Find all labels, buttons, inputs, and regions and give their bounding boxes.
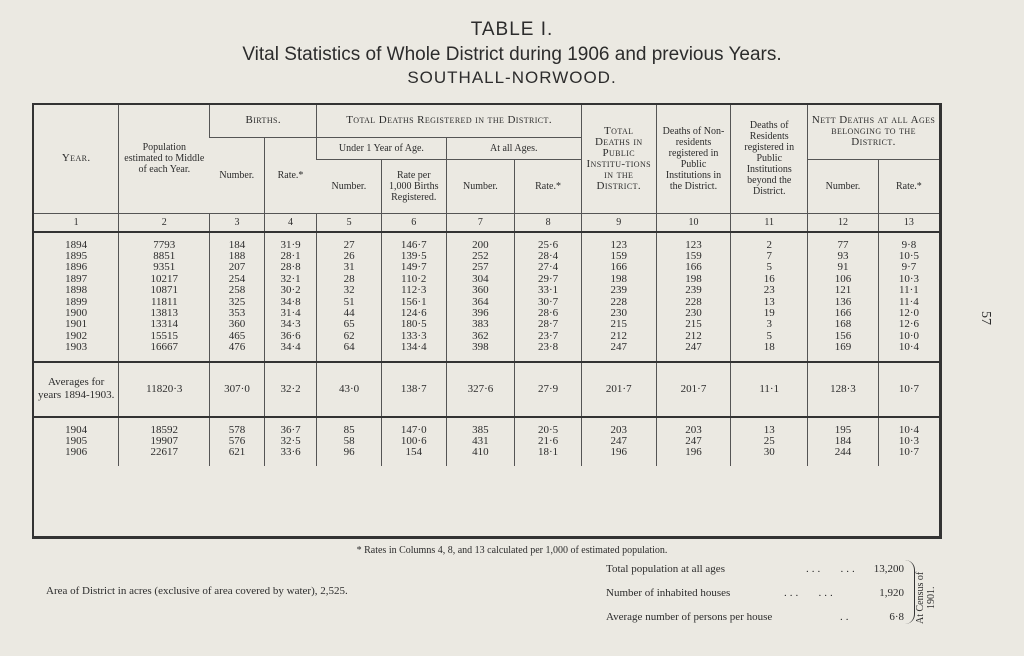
table-cell: 203 <box>656 425 731 436</box>
table-cell: 16 <box>731 274 808 285</box>
table-cell: 51 <box>317 297 382 308</box>
table-cell: 188 <box>210 251 265 262</box>
column-number: 3 <box>210 213 265 232</box>
table-cell: 18592 <box>119 425 210 436</box>
table-cell: 28·7 <box>515 319 582 330</box>
table-cell: 16667 <box>119 342 210 353</box>
table-cell: 325 <box>210 297 265 308</box>
table-cell: 13 <box>731 425 808 436</box>
header-public-institutions: Total Deaths in Public Institu-tions in the District. <box>581 105 656 213</box>
table-cell: 396 <box>446 308 515 319</box>
table-cell: 431 <box>446 436 515 447</box>
table-row <box>34 262 939 273</box>
spacer-row <box>34 354 939 362</box>
table-cell: 25 <box>731 436 808 447</box>
table-cell: 1897 <box>65 272 88 285</box>
table-cell: 1900 <box>65 306 88 319</box>
table-cell: 31 <box>317 262 382 273</box>
header-u1-number: Number. <box>317 159 382 213</box>
table-cell: 254 <box>210 274 265 285</box>
census-value: 13,200 <box>873 563 904 575</box>
table-cell: 196 <box>656 447 731 458</box>
table-cell: 383 <box>446 319 515 330</box>
table-subtitle: Vital Statistics of Whole District during 1906 and previous Years. <box>242 44 782 65</box>
table-cell: 154 <box>381 447 446 458</box>
table-cell: 19907 <box>119 436 210 447</box>
table-cell: 138·7 <box>381 362 446 417</box>
table-cell: 27·9 <box>515 362 582 417</box>
table-cell: 28·8 <box>264 262 317 273</box>
table-cell: 10871 <box>119 285 210 296</box>
table-cell: 30·7 <box>515 297 582 308</box>
vital-statistics-table <box>32 103 942 539</box>
leader-dots: ... ... <box>806 563 858 575</box>
table-cell: 96 <box>317 447 382 458</box>
table-cell: 258 <box>210 285 265 296</box>
table-cell: 18·1 <box>515 447 582 458</box>
table-cell: 11811 <box>119 297 210 308</box>
table-cell: 1904 <box>65 423 88 436</box>
table-cell: 10217 <box>119 274 210 285</box>
table-cell: 184 <box>210 240 265 251</box>
column-number: 13 <box>878 213 939 232</box>
table-cell: 27·4 <box>515 262 582 273</box>
table-cell: 11·4 <box>878 297 939 308</box>
table-cell: 476 <box>210 342 265 353</box>
table-cell: 156 <box>808 331 879 342</box>
averages-row <box>34 362 939 417</box>
table-cell: 398 <box>446 342 515 353</box>
table-cell: 106 <box>808 274 879 285</box>
table-cell: 32·1 <box>264 274 317 285</box>
census-brace <box>904 560 915 624</box>
table-cell: 33·1 <box>515 285 582 296</box>
table-cell: 27 <box>317 240 382 251</box>
table-cell: 58 <box>317 436 382 447</box>
table-cell: 9·7 <box>878 262 939 273</box>
table-cell: 93 <box>808 251 879 262</box>
table-cell: 31·4 <box>264 308 317 319</box>
table-cell: 198 <box>656 274 731 285</box>
table-cell: 123 <box>581 240 656 251</box>
page-number: 57 <box>978 311 993 325</box>
table-cell: 364 <box>446 297 515 308</box>
table-row <box>34 447 939 458</box>
table-cell: 215 <box>656 319 731 330</box>
table-cell: 252 <box>446 251 515 262</box>
table-cell: 20·5 <box>515 425 582 436</box>
leader-dots: .. <box>840 611 852 623</box>
footnote: * Rates in Columns 4, 8, and 13 calculated per 1,000 of estimated population. <box>356 545 668 556</box>
census-label: Number of inhabited houses <box>606 587 731 599</box>
table-cell: 203 <box>581 425 656 436</box>
census-value: 6·8 <box>889 611 904 623</box>
area-note: Area of District in acres (exclusive of area covered by water), 2,525. <box>46 585 348 597</box>
table-cell: 1901 <box>65 318 88 331</box>
table-cell: 10·3 <box>878 274 939 285</box>
table-cell: 410 <box>446 447 515 458</box>
census-label: Total population at all ages <box>606 563 725 575</box>
header-under-1: Under 1 Year of Age. <box>317 137 446 159</box>
table-cell: 139·5 <box>381 251 446 262</box>
table-row <box>34 285 939 296</box>
table-cell: 1898 <box>65 284 88 297</box>
table-cell: 166 <box>581 262 656 273</box>
column-number: 6 <box>381 213 446 232</box>
table-cell: 25·6 <box>515 240 582 251</box>
table-cell: 239 <box>656 285 731 296</box>
table-cell: 247 <box>581 342 656 353</box>
header-total-deaths: Total Deaths Registered in the District. <box>317 105 582 137</box>
table-cell: 230 <box>581 308 656 319</box>
table-cell: 13 <box>731 297 808 308</box>
table-cell: 156·1 <box>381 297 446 308</box>
table-cell: 228 <box>656 297 731 308</box>
table-cell: 159 <box>581 251 656 262</box>
table-cell: 34·8 <box>264 297 317 308</box>
table-cell: 10·0 <box>878 331 939 342</box>
table-cell: 184 <box>808 436 879 447</box>
table-cell: 23·7 <box>515 331 582 342</box>
table-cell: 32·5 <box>264 436 317 447</box>
table-cell: 159 <box>656 251 731 262</box>
table-cell: 385 <box>446 425 515 436</box>
table-cell: 33·6 <box>264 447 317 458</box>
column-number: 9 <box>581 213 656 232</box>
table-cell: 166 <box>808 308 879 319</box>
column-number: 2 <box>119 213 210 232</box>
table-cell: 10·7 <box>878 447 939 458</box>
table-cell: 11·1 <box>878 285 939 296</box>
table-cell: 21·6 <box>515 436 582 447</box>
table-cell: 304 <box>446 274 515 285</box>
table-cell: 123 <box>656 240 731 251</box>
table-cell: 134·4 <box>381 342 446 353</box>
table-cell: 201·7 <box>656 362 731 417</box>
table-cell: 10·5 <box>878 251 939 262</box>
table-cell: 32·2 <box>264 362 317 417</box>
spacer-row <box>34 459 939 466</box>
table-cell: 44 <box>317 308 382 319</box>
table-cell: 77 <box>808 240 879 251</box>
table-row <box>34 342 939 353</box>
table-cell: 9·8 <box>878 240 939 251</box>
table-cell: 195 <box>808 425 879 436</box>
table-cell: 112·3 <box>381 285 446 296</box>
table-cell: 166 <box>656 262 731 273</box>
table-cell: 15515 <box>119 331 210 342</box>
column-number: 10 <box>656 213 731 232</box>
table-cell: 36·6 <box>264 331 317 342</box>
table-cell: 23·8 <box>515 342 582 353</box>
table-cell: 23 <box>731 285 808 296</box>
table-cell: 18 <box>731 342 808 353</box>
column-number: 7 <box>446 213 515 232</box>
table-cell: 64 <box>317 342 382 353</box>
table-cell: 28·6 <box>515 308 582 319</box>
table-cell: 1903 <box>65 341 88 354</box>
table-cell: 149·7 <box>381 262 446 273</box>
header-u1-rate: Rate per 1,000 Births Registered. <box>381 159 446 213</box>
census-value: 1,920 <box>879 587 904 599</box>
table-cell: 12·0 <box>878 308 939 319</box>
table-cell: 32 <box>317 285 382 296</box>
header-births-rate: Rate.* <box>264 137 317 213</box>
header-births-number: Number. <box>210 137 265 213</box>
table-cell: 62 <box>317 331 382 342</box>
table-cell: 180·5 <box>381 319 446 330</box>
column-number: 5 <box>317 213 382 232</box>
table-cell: 353 <box>210 308 265 319</box>
leader-dots: ... ... <box>784 587 836 599</box>
table-title: TABLE I. <box>470 19 554 40</box>
table-cell: 3 <box>731 319 808 330</box>
table-cell: 360 <box>210 319 265 330</box>
header-population: Population estimated to Middle of each Year. <box>119 105 210 213</box>
table-cell: 43·0 <box>317 362 382 417</box>
table-cell: 257 <box>446 262 515 273</box>
table-cell: 136 <box>808 297 879 308</box>
column-number: 11 <box>731 213 808 232</box>
table-cell: 5 <box>731 262 808 273</box>
table-cell: 10·3 <box>878 436 939 447</box>
table-cell: 12·6 <box>878 319 939 330</box>
header-births: Births. <box>210 105 317 137</box>
header-residents-beyond: Deaths of Residents registered in Public Institutions beyond the District. <box>731 105 808 213</box>
table-cell: 10·4 <box>878 425 939 436</box>
table-cell: 621 <box>210 447 265 458</box>
table-cell: 9351 <box>119 262 210 273</box>
table-cell: 8851 <box>119 251 210 262</box>
table-cell: 228 <box>581 297 656 308</box>
table-cell: 91 <box>808 262 879 273</box>
table-cell: 110·2 <box>381 274 446 285</box>
table-cell: Averages for years 1894-1903. <box>34 362 119 417</box>
census-note: At Census of 1901. <box>915 571 937 625</box>
table-cell: 244 <box>808 447 879 458</box>
district-name: SOUTHALL-NORWOOD. <box>407 68 617 87</box>
table-cell: 230 <box>656 308 731 319</box>
table-cell: 327·6 <box>446 362 515 417</box>
table-cell: 34·3 <box>264 319 317 330</box>
column-number: 12 <box>808 213 879 232</box>
table-cell: 28·4 <box>515 251 582 262</box>
table-cell: 198 <box>581 274 656 285</box>
table-cell: 29·7 <box>515 274 582 285</box>
table-cell: 28·1 <box>264 251 317 262</box>
table-cell: 1899 <box>65 295 88 308</box>
table-cell: 30 <box>731 447 808 458</box>
column-number: 8 <box>515 213 582 232</box>
table-cell: 7793 <box>119 240 210 251</box>
table-cell: 1894 <box>65 238 88 251</box>
table-cell: 26 <box>317 251 382 262</box>
table-cell: 247 <box>581 436 656 447</box>
table-cell: 65 <box>317 319 382 330</box>
header-nett-rate: Rate.* <box>878 159 939 213</box>
table-cell: 576 <box>210 436 265 447</box>
table-cell: 10·7 <box>878 362 939 417</box>
table-cell: 30·2 <box>264 285 317 296</box>
table-cell: 100·6 <box>381 436 446 447</box>
header-nett-deaths: Nett Deaths at all Ages belonging to the District. <box>808 105 939 159</box>
table-cell: 147·0 <box>381 425 446 436</box>
table-cell: 212 <box>581 331 656 342</box>
header-nett-number: Number. <box>808 159 879 213</box>
table-cell: 36·7 <box>264 425 317 436</box>
table-cell: 11820·3 <box>119 362 210 417</box>
column-number: 1 <box>34 213 119 232</box>
table-cell: 22617 <box>119 447 210 458</box>
table-cell: 13314 <box>119 319 210 330</box>
table-cell: 362 <box>446 331 515 342</box>
table-cell: 207 <box>210 262 265 273</box>
table-cell: 19 <box>731 308 808 319</box>
table-cell: 128·3 <box>808 362 879 417</box>
column-number: 4 <box>264 213 317 232</box>
census-label: Average number of persons per house <box>606 611 773 623</box>
table-cell: 146·7 <box>381 240 446 251</box>
table-cell: 1902 <box>65 329 88 342</box>
table-cell: 31·9 <box>264 240 317 251</box>
table-cell: 247 <box>656 342 731 353</box>
table-cell: 5 <box>731 331 808 342</box>
table-cell: 133·3 <box>381 331 446 342</box>
table-cell: 169 <box>808 342 879 353</box>
header-all-number: Number. <box>446 159 515 213</box>
table-cell: 200 <box>446 240 515 251</box>
table-cell: 215 <box>581 319 656 330</box>
table-cell: 307·0 <box>210 362 265 417</box>
table-cell: 465 <box>210 331 265 342</box>
table-cell: 2 <box>731 240 808 251</box>
header-year: Year. <box>34 105 119 213</box>
table-cell: 10·4 <box>878 342 939 353</box>
table-cell: 247 <box>656 436 731 447</box>
table-cell: 239 <box>581 285 656 296</box>
table-cell: 11·1 <box>731 362 808 417</box>
table-cell: 360 <box>446 285 515 296</box>
table-cell: 7 <box>731 251 808 262</box>
table-cell: 34·4 <box>264 342 317 353</box>
header-all-ages: At all Ages. <box>446 137 581 159</box>
table-cell: 212 <box>656 331 731 342</box>
table-cell: 168 <box>808 319 879 330</box>
table-cell: 1896 <box>65 261 88 274</box>
table-cell: 124·6 <box>381 308 446 319</box>
table-cell: 121 <box>808 285 879 296</box>
table-cell: 1906 <box>65 446 88 459</box>
table-cell: 201·7 <box>581 362 656 417</box>
header-all-rate: Rate.* <box>515 159 582 213</box>
table-cell: 578 <box>210 425 265 436</box>
table-cell: 85 <box>317 425 382 436</box>
table-cell: 1895 <box>65 249 88 262</box>
table-cell: 196 <box>581 447 656 458</box>
table-cell: 13813 <box>119 308 210 319</box>
table-cell: 28 <box>317 274 382 285</box>
header-non-residents: Deaths of Non-residents registered in Public Institutions in the District. <box>656 105 731 213</box>
table-cell: 1905 <box>65 434 88 447</box>
